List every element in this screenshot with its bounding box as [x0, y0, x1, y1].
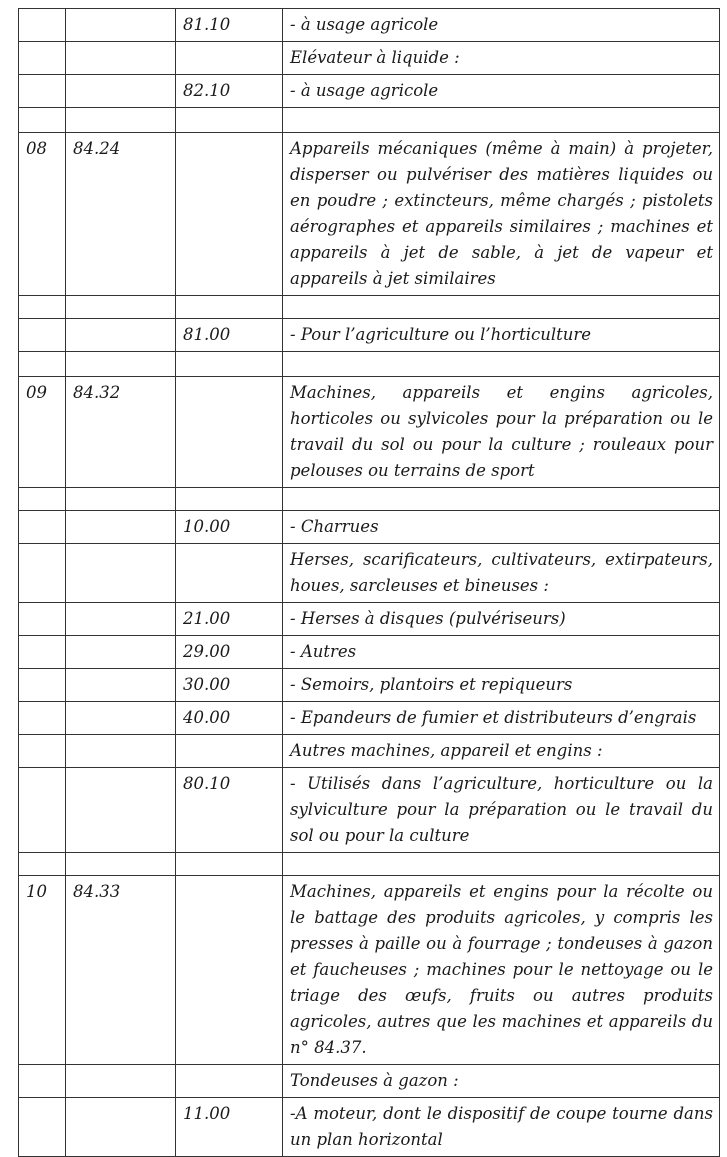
heading-cell: [66, 75, 176, 108]
heading-cell: [66, 108, 176, 133]
chapter-cell: [19, 319, 66, 352]
subheading-cell: [176, 544, 283, 603]
heading-cell: [66, 319, 176, 352]
heading-cell: [66, 511, 176, 544]
description-cell: Tondeuses à gazon :: [283, 1065, 720, 1098]
heading-cell: [66, 352, 176, 377]
description-cell: - Autres: [283, 636, 720, 669]
description-cell: [283, 296, 720, 319]
chapter-cell: [19, 296, 66, 319]
chapter-cell: [19, 669, 66, 702]
chapter-cell: [19, 511, 66, 544]
chapter-cell: [19, 42, 66, 75]
table-row-empty: [19, 853, 720, 876]
heading-cell: [66, 768, 176, 853]
table-row: [19, 544, 720, 603]
heading-cell: 84.33: [66, 876, 176, 1065]
subheading-cell: 10.00: [176, 511, 283, 544]
table-row: [19, 603, 720, 636]
heading-cell: 84.32: [66, 377, 176, 488]
chapter-cell: [19, 853, 66, 876]
description-cell: - Semoirs, plantoirs et repiqueurs: [283, 669, 720, 702]
chapter-cell: [19, 544, 66, 603]
description-cell: - Utilisés dans l’agriculture, horticulture ou la sylviculture pour la préparation ou le travail du sol ou pour la culture: [283, 768, 720, 853]
heading-cell: [66, 296, 176, 319]
description-cell: - Charrues: [283, 511, 720, 544]
table-row: [19, 735, 720, 768]
subheading-cell: 81.10: [176, 9, 283, 42]
subheading-cell: 30.00: [176, 669, 283, 702]
subheading-cell: [176, 377, 283, 488]
description-cell: [283, 488, 720, 511]
chapter-cell: [19, 603, 66, 636]
description-cell: Elévateur à liquide :: [283, 42, 720, 75]
table-row-empty: [19, 488, 720, 511]
table-row-empty: [19, 108, 720, 133]
subheading-cell: [176, 352, 283, 377]
heading-cell: [66, 702, 176, 735]
table-row: [19, 1065, 720, 1098]
description-cell: - Pour l’agriculture ou l’horticulture: [283, 319, 720, 352]
description-cell: -A moteur, dont le dispositif de coupe tourne dans un plan horizontal: [283, 1098, 720, 1157]
tariff-table-body: [19, 9, 720, 1157]
table-row-empty: [19, 352, 720, 377]
heading-cell: [66, 669, 176, 702]
description-cell: [283, 352, 720, 377]
heading-cell: [66, 735, 176, 768]
heading-cell: [66, 636, 176, 669]
chapter-cell: [19, 352, 66, 377]
table-row: [19, 876, 720, 1065]
description-cell: - Herses à disques (pulvériseurs): [283, 603, 720, 636]
table-row: [19, 636, 720, 669]
heading-cell: 84.24: [66, 133, 176, 296]
chapter-cell: [19, 75, 66, 108]
chapter-cell: [19, 702, 66, 735]
tariff-table: [18, 8, 720, 1157]
subheading-cell: [176, 488, 283, 511]
subheading-cell: [176, 876, 283, 1065]
subheading-cell: [176, 1065, 283, 1098]
table-row-empty: [19, 296, 720, 319]
subheading-cell: [176, 42, 283, 75]
heading-cell: [66, 853, 176, 876]
heading-cell: [66, 488, 176, 511]
description-cell: Machines, appareils et engins agricoles, horticoles ou sylvicoles pour la préparation ou le travail du sol ou pour la culture ; rouleaux pour pelouses ou terrains de sport: [283, 377, 720, 488]
table-row: [19, 133, 720, 296]
description-cell: Herses, scarificateurs, cultivateurs, extirpateurs, houes, sarcleuses et bineuses :: [283, 544, 720, 603]
subheading-cell: [176, 735, 283, 768]
heading-cell: [66, 603, 176, 636]
chapter-cell: [19, 735, 66, 768]
description-cell: [283, 108, 720, 133]
subheading-cell: [176, 853, 283, 876]
chapter-cell: 08: [19, 133, 66, 296]
subheading-cell: 11.00: [176, 1098, 283, 1157]
table-row: [19, 42, 720, 75]
subheading-cell: 29.00: [176, 636, 283, 669]
table-row: [19, 768, 720, 853]
subheading-cell: 80.10: [176, 768, 283, 853]
heading-cell: [66, 42, 176, 75]
table-row: [19, 319, 720, 352]
description-cell: - à usage agricole: [283, 75, 720, 108]
subheading-cell: [176, 108, 283, 133]
table-row: [19, 75, 720, 108]
description-cell: Appareils mécaniques (même à main) à projeter, disperser ou pulvériser des matières liquides ou en poudre ; extincteurs, même chargés ; pistolets aérographes et appareils similaires ; machines et appareils à jet de sable, à jet de vapeur et appareils à jet similaires: [283, 133, 720, 296]
subheading-cell: 21.00: [176, 603, 283, 636]
heading-cell: [66, 1065, 176, 1098]
heading-cell: [66, 544, 176, 603]
table-row: [19, 702, 720, 735]
table-row: [19, 669, 720, 702]
chapter-cell: [19, 108, 66, 133]
subheading-cell: 81.00: [176, 319, 283, 352]
subheading-cell: 82.10: [176, 75, 283, 108]
table-row: [19, 9, 720, 42]
chapter-cell: [19, 9, 66, 42]
description-cell: - Epandeurs de fumier et distributeurs d’engrais: [283, 702, 720, 735]
subheading-cell: [176, 133, 283, 296]
description-cell: - à usage agricole: [283, 9, 720, 42]
heading-cell: [66, 9, 176, 42]
chapter-cell: 09: [19, 377, 66, 488]
table-row: [19, 1098, 720, 1157]
description-cell: Autres machines, appareil et engins :: [283, 735, 720, 768]
chapter-cell: [19, 1098, 66, 1157]
chapter-cell: [19, 768, 66, 853]
subheading-cell: 40.00: [176, 702, 283, 735]
description-cell: [283, 853, 720, 876]
subheading-cell: [176, 296, 283, 319]
table-row: [19, 377, 720, 488]
heading-cell: [66, 1098, 176, 1157]
table-row: [19, 511, 720, 544]
chapter-cell: [19, 488, 66, 511]
chapter-cell: [19, 1065, 66, 1098]
chapter-cell: 10: [19, 876, 66, 1065]
description-cell: Machines, appareils et engins pour la récolte ou le battage des produits agricoles, y compris les presses à paille ou à fourrage ; tondeuses à gazon et faucheuses ; machines pour le nettoyage ou le triage des œufs, fruits ou autres produits agricoles, autres que les machines et appareils du n° 84.37.: [283, 876, 720, 1065]
chapter-cell: [19, 636, 66, 669]
